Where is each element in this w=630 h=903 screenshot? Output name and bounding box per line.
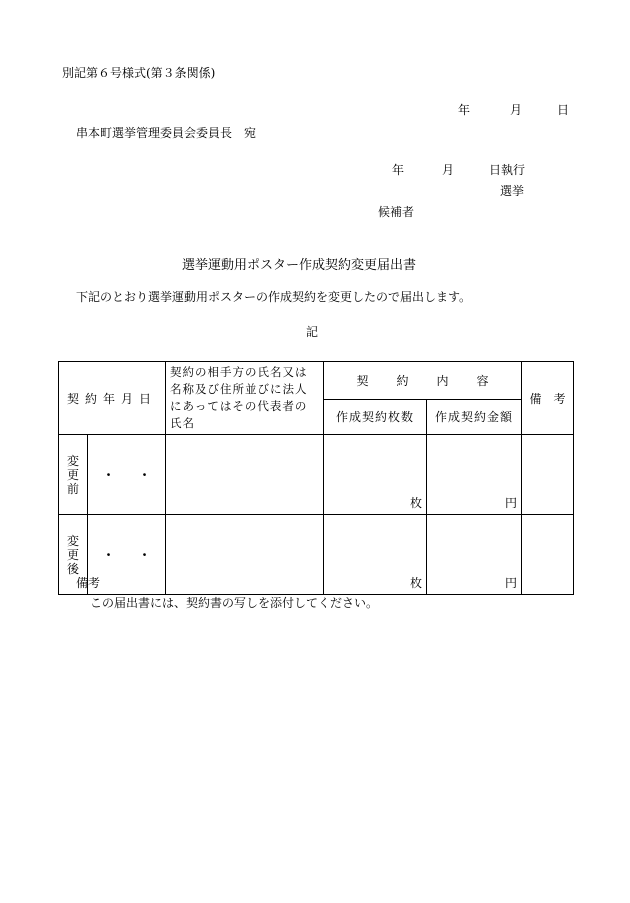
table-row-after [59,515,574,595]
header-remarks: 備 考 [522,362,574,435]
contract-table [58,361,574,595]
row-label-after: 変 更 後 [59,515,88,595]
date-year-label: 年 [458,103,471,117]
amount-cell-before[interactable]: 円 [427,435,522,515]
remarks-cell-before[interactable] [522,435,574,515]
notes-text: この届出書には、契約書の写しを添付してください。 [90,596,379,610]
ki-label: 記 [306,325,319,339]
amount-cell-after[interactable]: 円 [427,515,522,595]
election-year-label: 年 [392,163,405,177]
election-suffix: 選挙 [500,184,525,198]
row-label-before: 変 更 前 [59,435,88,515]
header-contract-content: 契 約 内 容 [324,362,522,400]
party-cell-before[interactable] [166,435,324,515]
remarks-cell-after[interactable] [522,515,574,595]
count-cell-after[interactable]: 枚 [324,515,427,595]
header-count: 作成契約枚数 [324,399,427,434]
count-cell-before[interactable]: 枚 [324,435,427,515]
header-contract-date: 契約年月日 [59,362,166,435]
document-title: 選挙運動用ポスター作成契約変更届出書 [182,258,417,273]
intro-text: 下記のとおり選挙運動用ポスターの作成契約を変更したので届出します。 [76,290,472,304]
date-cell-before[interactable]: ・ ・ [88,435,166,515]
date-month-label: 月 [510,103,523,117]
notes-title: 備考 [76,576,101,590]
header-contract-party: 契約の相手方の氏名又は名称及び住所並びに法人にあってはその代表者の氏名 [166,362,324,435]
form-id: 別記第６号様式(第３条関係) [62,66,216,80]
date-cell-after[interactable]: ・ ・ [88,515,166,595]
addressee: 串本町選挙管理委員会委員長 宛 [76,126,257,140]
date-day-label: 日 [557,103,570,117]
table-row-before [59,435,574,515]
party-cell-after[interactable] [166,515,324,595]
election-date-held-label: 日執行 [489,163,526,177]
election-month-label: 月 [442,163,455,177]
header-amount: 作成契約金額 [427,399,522,434]
candidate-label: 候補者 [378,205,415,219]
